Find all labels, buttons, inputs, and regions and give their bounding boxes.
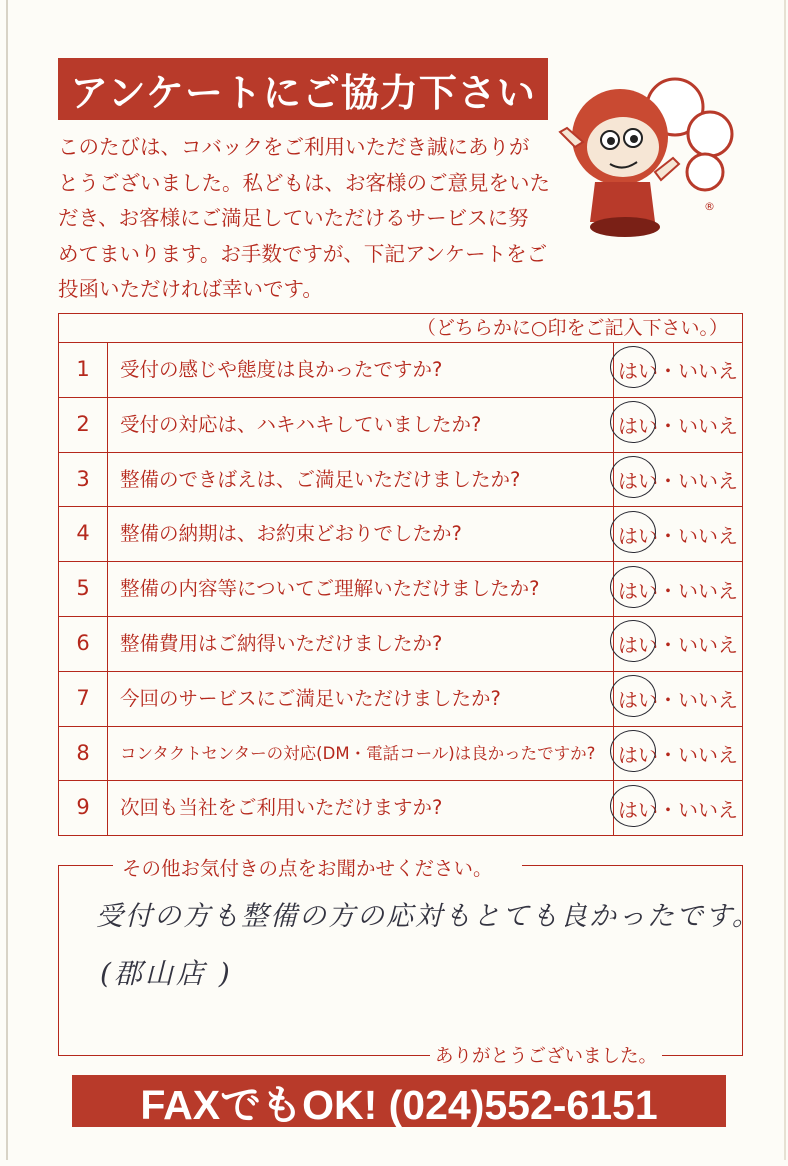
question-number: 2	[59, 398, 108, 452]
handwritten-comment-line: 受付の方も整備の方の応対もとても良かったです。	[96, 901, 761, 932]
question-number: 5	[59, 562, 108, 616]
survey-table	[58, 313, 743, 836]
question-number: 1	[59, 343, 108, 397]
table-row	[59, 453, 742, 508]
no-option[interactable]: いいえ	[678, 359, 738, 384]
table-row	[59, 672, 742, 727]
yes-option[interactable]	[618, 629, 658, 658]
table-row	[59, 507, 742, 562]
yes-label: はい	[618, 359, 658, 384]
question-text: 整備の納期は、お約束どおりでしたか?	[108, 507, 614, 561]
option-separator: ・	[658, 688, 678, 713]
question-number: 6	[59, 617, 108, 671]
yes-option[interactable]	[618, 410, 658, 439]
registered-mark: ®	[704, 200, 715, 213]
yes-label: はい	[618, 414, 658, 439]
no-option[interactable]: いいえ	[678, 633, 738, 658]
yes-label: はい	[618, 523, 658, 548]
intro-line: めてまいります。お手数ですが、下記アンケートをご	[58, 241, 548, 266]
yes-label: はい	[618, 797, 658, 822]
no-option[interactable]: いいえ	[678, 523, 738, 548]
circled-mark	[610, 566, 656, 608]
intro-line: だき、お客様にご満足していただけるサービスに努	[58, 206, 529, 230]
answer-options	[614, 398, 742, 452]
circled-mark	[610, 730, 656, 772]
question-text: 次回も当社をご利用いただけますか?	[108, 781, 614, 835]
table-row	[59, 617, 742, 672]
yes-label: はい	[618, 468, 658, 493]
handwritten-store-name: (郡山店 )	[100, 957, 233, 990]
question-number: 3	[59, 453, 108, 507]
answer-options	[614, 672, 742, 726]
no-option[interactable]: いいえ	[678, 742, 738, 767]
yes-label: はい	[618, 633, 658, 658]
question-text: 今回のサービスにご満足いただけましたか?	[108, 672, 614, 726]
option-separator: ・	[658, 742, 678, 767]
answer-options	[614, 507, 742, 561]
question-number: 9	[59, 781, 108, 835]
question-text: 整備費用はご納得いただけましたか?	[108, 617, 614, 671]
circled-mark	[610, 511, 656, 553]
question-text: 受付の感じや態度は良かったですか?	[108, 343, 614, 397]
question-number: 8	[59, 727, 108, 781]
thanks-text: ありがとうございました。	[430, 1042, 662, 1068]
yes-option[interactable]	[618, 575, 658, 604]
question-text: コンタクトセンターの対応(DM・電話コール)は良かったですか?	[108, 727, 614, 781]
survey-title: アンケートにご協力下さい	[58, 58, 548, 120]
intro-line: 投函いただければ幸いです。	[58, 277, 323, 301]
intro-text	[58, 130, 558, 308]
no-option[interactable]: いいえ	[678, 797, 738, 822]
no-option[interactable]: いいえ	[678, 414, 738, 439]
option-separator: ・	[658, 633, 678, 658]
option-separator: ・	[658, 797, 678, 822]
table-row	[59, 398, 742, 453]
yes-option[interactable]	[618, 465, 658, 494]
circled-mark	[610, 675, 656, 717]
option-separator: ・	[658, 414, 678, 439]
yes-option[interactable]	[618, 520, 658, 549]
table-instruction: （どちらかに○印をご記入下さい。）	[59, 314, 742, 343]
option-separator: ・	[658, 359, 678, 384]
intro-line: とうございました。私どもは、お客様のご意見をいた	[58, 170, 550, 195]
table-row	[59, 562, 742, 617]
question-number: 4	[59, 507, 108, 561]
yes-option[interactable]	[618, 684, 658, 713]
option-separator: ・	[658, 468, 678, 493]
answer-options	[614, 453, 742, 507]
question-text: 整備のできばえは、ご満足いただけましたか?	[108, 453, 614, 507]
circled-mark	[610, 785, 656, 827]
fax-number-banner: FAXでもOK! (024)552-6151	[72, 1075, 726, 1127]
table-row	[59, 727, 742, 782]
answer-options	[614, 562, 742, 616]
intro-line: このたびは、コバックをご利用いただき誠にありが	[58, 135, 530, 159]
yes-option[interactable]	[618, 355, 658, 384]
circled-mark	[610, 456, 656, 498]
question-text: 受付の対応は、ハキハキしていましたか?	[108, 398, 614, 452]
yes-label: はい	[618, 688, 658, 713]
table-row	[59, 781, 742, 835]
yes-label: はい	[618, 578, 658, 603]
circled-mark	[610, 401, 656, 443]
answer-options	[614, 727, 742, 781]
answer-options	[614, 617, 742, 671]
yes-option[interactable]	[618, 739, 658, 768]
table-row	[59, 343, 742, 398]
yes-label: はい	[618, 742, 658, 767]
option-separator: ・	[658, 523, 678, 548]
no-option[interactable]: いいえ	[678, 688, 738, 713]
answer-options	[614, 781, 742, 835]
answer-options	[614, 343, 742, 397]
comment-label: その他お気付きの点をお聞かせください。	[118, 853, 497, 881]
option-separator: ・	[658, 578, 678, 603]
yes-option[interactable]	[618, 794, 658, 823]
no-option[interactable]: いいえ	[678, 578, 738, 603]
question-text: 整備の内容等についてご理解いただけましたか?	[108, 562, 614, 616]
question-number: 7	[59, 672, 108, 726]
kobac-mascot-icon	[555, 72, 735, 252]
no-option[interactable]: いいえ	[678, 468, 738, 493]
